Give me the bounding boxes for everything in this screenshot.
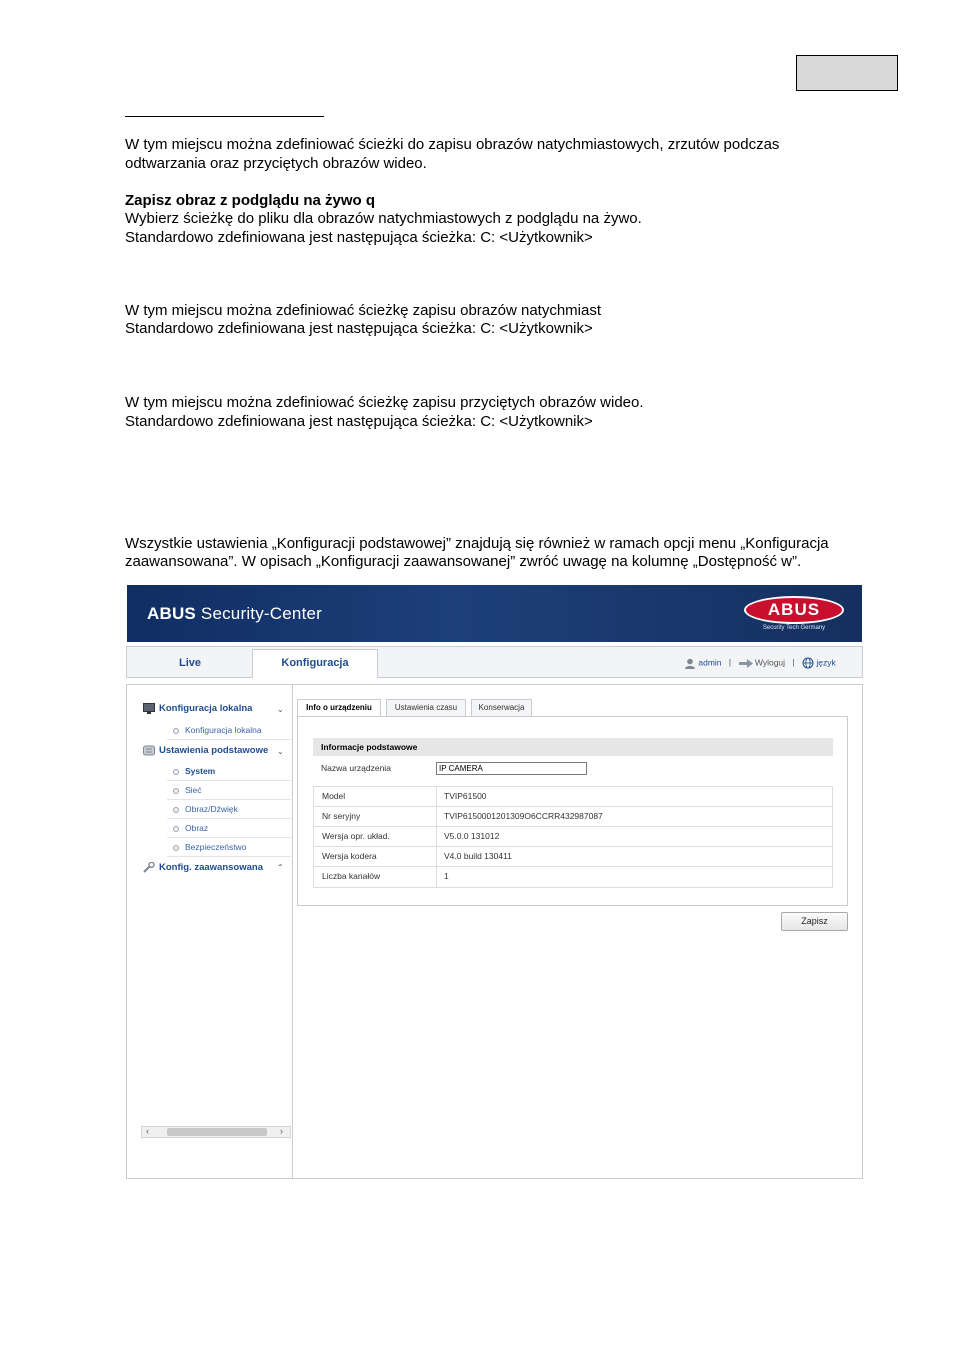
- sidebar: [127, 685, 293, 1178]
- tab-maintenance[interactable]: Konserwacja: [471, 699, 532, 716]
- top-navigation: [126, 646, 863, 678]
- settings-icon: [143, 745, 155, 756]
- table-row: Nr seryjny TVIP6150001201309O6CCRR432987087: [314, 807, 832, 827]
- sidebar-item-image[interactable]: Obraz: [167, 819, 291, 838]
- user-menu: admin | Wyloguj | język: [684, 657, 836, 669]
- sidebar-item-video-audio[interactable]: Obraz/Dźwięk: [167, 800, 291, 819]
- page-number-box: [796, 55, 898, 91]
- intro-line-1: W tym miejscu można zdefiniować ścieżki do zapisu obrazów natychmiastowych, zrzutów podczas: [125, 136, 780, 153]
- config-panel: [126, 684, 863, 1179]
- app-title: ABUS Security-Center: [147, 604, 323, 623]
- scroll-right-icon[interactable]: ›: [280, 1126, 283, 1136]
- table-row: Wersja kodera V4.0 build 130411: [314, 847, 832, 867]
- device-info-content: [297, 716, 848, 906]
- logout-link[interactable]: Wyloguj: [754, 657, 786, 668]
- tab-live[interactable]: Live: [178, 657, 201, 669]
- tab-device-info[interactable]: Info o urządzeniu: [297, 699, 381, 717]
- clips-line-1: W tym miejscu można zdefiniować ścieżkę zapisu przyciętych obrazów wideo.: [125, 394, 644, 411]
- abus-logo: ABUS: [744, 596, 844, 624]
- chevron-up-icon[interactable]: ⌃: [277, 863, 284, 872]
- tab-konfiguracja[interactable]: Konfiguracja: [252, 649, 378, 679]
- chevron-down-icon[interactable]: ⌄: [277, 705, 284, 714]
- section-title: Informacje podstawowe: [313, 738, 833, 756]
- playback-line-2: Standardowo zdefiniowana jest następująca ścieżka: C: <Użytkownik>: [125, 320, 593, 337]
- device-name-label: Nazwa urządzenia: [321, 763, 391, 773]
- sidebar-item-network[interactable]: Sieć: [167, 781, 291, 800]
- sidebar-item-security[interactable]: Bezpieczeństwo: [167, 838, 291, 857]
- sidebar-local-config[interactable]: Konfiguracja lokalna: [143, 703, 252, 719]
- scroll-left-icon[interactable]: ‹: [146, 1126, 149, 1136]
- bullet-icon: [173, 769, 179, 775]
- sidebar-item-system[interactable]: System: [167, 762, 291, 781]
- device-info-table: [313, 786, 833, 888]
- sidebar-scrollbar[interactable]: [141, 1126, 291, 1138]
- sidebar-advanced-config[interactable]: Konfig. zaawansowana: [143, 862, 263, 878]
- security-center-screenshot: [126, 585, 863, 1179]
- abus-logo-tagline: Security Tech Germany: [762, 625, 826, 631]
- tab-time-settings[interactable]: Ustawienia czasu: [386, 699, 466, 716]
- basic-config-line-1: Wszystkie ustawienia „Konfiguracji podstawowej” znajdują się również w ramach opcji menu „Konfiguracja: [125, 535, 829, 552]
- save-button[interactable]: Zapisz: [781, 912, 848, 931]
- monitor-icon: [143, 703, 155, 714]
- logout-icon: [739, 659, 753, 668]
- globe-icon: [802, 657, 814, 669]
- bullet-icon: [173, 728, 179, 734]
- sidebar-item-local-config[interactable]: Konfiguracja lokalna: [167, 721, 291, 740]
- live-snapshot-line-1: Wybierz ścieżkę do pliku dla obrazów natychmiastowych z podglądu na żywo.: [125, 210, 642, 227]
- sidebar-basic-settings[interactable]: Ustawienia podstawowe: [143, 745, 268, 761]
- basic-config-line-2: zaawansowana”. W opisach „Konfiguracji zaawansowanej” zwróć uwagę na kolumnę „Dostępność w”.: [125, 553, 802, 570]
- bullet-icon: [173, 788, 179, 794]
- user-icon: [684, 658, 696, 669]
- bullet-icon: [173, 845, 179, 851]
- table-row: Liczba kanałów 1: [314, 867, 832, 887]
- live-snapshot-heading: Zapisz obraz z podglądu na żywo q: [125, 192, 376, 209]
- clips-line-2: Standardowo zdefiniowana jest następująca ścieżka: C: <Użytkownik>: [125, 413, 593, 430]
- playback-line-1: W tym miejscu można zdefiniować ścieżkę zapisu obrazów natychmiast: [125, 302, 602, 319]
- heading-rule: [125, 116, 324, 117]
- app-banner: [127, 585, 862, 642]
- chevron-down-icon[interactable]: ⌄: [277, 747, 284, 756]
- bullet-icon: [173, 807, 179, 813]
- wrench-icon: [143, 862, 155, 873]
- scrollbar-thumb[interactable]: [167, 1128, 267, 1136]
- live-snapshot-line-2: Standardowo zdefiniowana jest następująca ścieżka: C: <Użytkownik>: [125, 229, 593, 246]
- bullet-icon: [173, 826, 179, 832]
- user-link[interactable]: admin: [698, 657, 722, 668]
- table-row: Wersja opr. układ. V5.0.0 131012: [314, 827, 832, 847]
- table-row: Model TVIP61500: [314, 787, 832, 807]
- language-link[interactable]: język: [816, 657, 836, 668]
- intro-line-2: odtwarzania oraz przyciętych obrazów wideo.: [125, 155, 427, 172]
- device-name-input[interactable]: IP CAMERA: [436, 762, 587, 775]
